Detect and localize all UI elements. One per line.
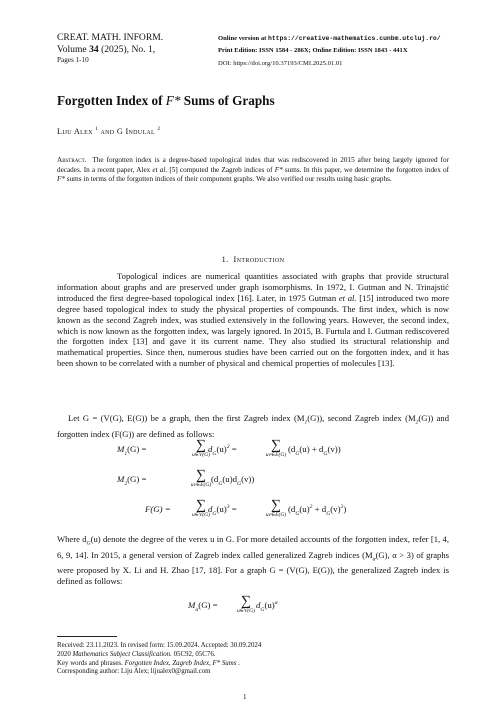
equation-f: F(G) = [145,504,171,514]
sum-sign-eg-1: ∑ uv∈E(G) [265,438,287,458]
footnotes [57,642,449,677]
equation-m2-term: $(d_G(u)d_G(v))$ [211,474,255,487]
section-heading: 1. Introduction [221,255,285,264]
page-number: 1 [243,693,247,701]
issn-line: Print Edition: ISSN 1584 - 286X; Online Edition: ISSN 1843 - 441X [218,47,408,55]
equation-m-alpha: $M_\alpha(G)$ = [188,600,218,613]
journal-name: CREAT. MATH. INFORM. [57,32,164,43]
equation-m1: $M_1(G)$ = [117,444,147,457]
sum-sign-vg-3: ∑ u∈V(G) [236,594,256,614]
author-list: Liju Alex $^1$ and G Indulal $^2$ [57,126,161,136]
equation-m1-term2: $(d_G(u) + d_G(v))$ [288,444,341,457]
equation-m1-term1: $d_G(u)^2$ = [208,444,237,457]
equation-m-alpha-term: $d_G(u)^\alpha$ [256,600,278,613]
page-range: Pages 1-10 [57,56,89,64]
online-version: Online version at https://creative-mathematics.cunbm.utcluj.ro/ [218,35,441,42]
paper-title: Forgotten Index of F* Sums of Graphs [57,93,275,108]
intro-paragraph-3: Where $d_G(u)$ denote the degree of the verex u in G. For more detailed accounts of the forgotten index, refer [1, 4, 6, 9, 14]. In 2015, a general version of Zagreb index called generalized Zagreb indices ($M_\alpha(G)$, α > 3) of graphs were proposed by X. Li and H. Zhao [17, 18]. For a graph G = (V(G), E(G)), the generalized Zagreb index is defined as follows: [57,534,449,587]
abstract: Abstract. The forgotten index is a degree-based topological index that was rediscovered in 2015 after being largely ignored for decades. In a recent paper, Alex et al. [5] computed the Zagreb indices of F* sums. In this paper, we determine the forgotten index of F* sums in terms of the forgotten indices of their component graphs. We also verified our results using basic graphs. [57,156,449,183]
msc-classification: 2020 Mathematics Subject Classification. 05C92, 05C76. [57,650,216,658]
intro-paragraph-1: Topological indices are numerical quantities associated with graphs that provide structural information about graphs and are preserved under graph isomorphisms. In 1972, I. Gutman and N. Trinajstić introduced the first degree-based topological index [16]. Later, in 1975 Gutman et al. [15] introduced two more degree based topological index to study the physical properties of compounds. The first index, which is now known as the second Zagreb index, was studied extensively in the following years. However, the second index, which is now known as the forgotten index, was largely ignored. In 2015, B. Furtula and I. Gutman rediscovered the forgotten index [13] and gave it its current name. They also studied its structural relationship and mathematical properties. Since then, numerous studies have been carried out on the forgotten index, and it has been shown to be correlated with a number of physical and chemical properties of molecules [13]. [57,271,450,369]
equation-f-term1: $d_G(u)^3$ = [208,504,237,517]
keywords: Key words and phrases. Forgotten Index, Zagreb Index, F* Sums . [57,659,240,667]
received-dates: Received: 23.11.2023. In revised form: 15.09.2024. Accepted: 30.09.2024 [57,642,262,649]
intro-paragraph-2: Let G = (V(G), E(G)) be a graph, then the first Zagreb index $(M_1(G))$, second Zagreb index $(M_2(G))$ and forgotten index (F(G)) are defined as follows: [57,413,449,439]
equation-f-term2: $(d_G(u)^2 + d_G(v)^2)$ [288,504,347,517]
doi-line[interactable]: DOI: https://doi.org/10.37193/CMI.2025.01.01 [218,59,343,67]
volume-info: Volume 34 (2025), No. 1, [57,43,156,55]
sum-sign-vg-1: ∑ u∈V(G) [191,438,211,458]
abstract-label: Abstract. [57,156,87,164]
equation-m2: $M_2(G)$ = [117,474,147,487]
sum-sign-vg-2: ∑ u∈V(G) [191,498,211,518]
journal-url[interactable]: https://creative-mathematics.cunbm.utcluj.ro/ [268,35,441,42]
sum-sign-eg-3: ∑ uv∈E(G) [265,498,287,518]
corresponding-author: Corresponding author: Liju Alex; lijualex0@gmail.com [57,668,211,676]
publication-info [218,33,488,70]
journal-header [57,32,217,67]
sum-sign-eg-2: ∑ uv∈E(G) [190,468,212,488]
footnote-rule [57,636,117,637]
